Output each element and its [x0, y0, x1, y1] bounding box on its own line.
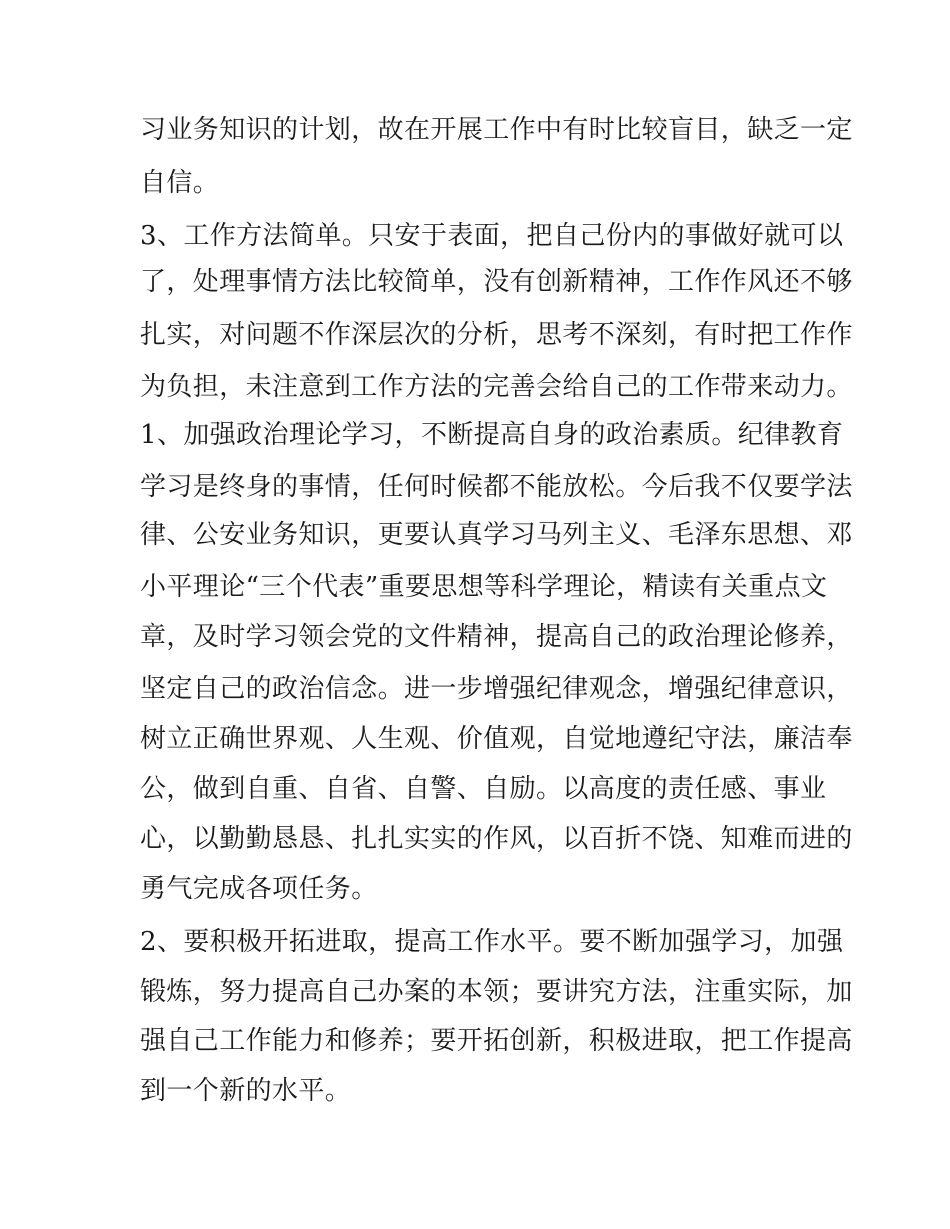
text-line: 勇气完成各项任务。 [140, 874, 378, 904]
text-line: 3、工作方法简单。只安于表面，把自己份内的事做好就可以 [140, 221, 844, 251]
text-line: 心，以勤勤恳恳、扎扎实实的作风，以百折不饶、知难而进的 [140, 824, 853, 854]
text-line: 1、加强政治理论学习，不断提高自身的政治素质。纪律教育 [140, 420, 844, 450]
text-line: 小平理论“三个代表”重要思想等科学理论，精读有关重点文 [140, 572, 828, 602]
text-line: 公，做到自重、自省、自警、自励。以高度的责任感、事业 [140, 774, 827, 804]
text-line: 律、公安业务知识，更要认真学习马列主义、毛泽东思想、邓 [140, 520, 853, 550]
text-line: 自信。 [140, 168, 220, 198]
text-line: 锻炼，努力提高自己办案的本领；要讲究方法，注重实际，加 [140, 977, 853, 1007]
text-line: 2、要积极开拓进取，提高工作水平。要不断加强学习，加强 [140, 927, 844, 957]
text-line: 为负担，未注意到工作方法的完善会给自己的工作带来动力。 [140, 372, 853, 402]
text-line: 了，处理事情方法比较简单，没有创新精神，工作作风还不够 [140, 267, 853, 297]
text-line: 习业务知识的计划，故在开展工作中有时比较盲目，缺乏一定 [140, 115, 853, 145]
text-line: 到一个新的水平。 [140, 1076, 352, 1106]
text-line: 树立正确世界观、人生观、价值观，自觉地遵纪守法，廉洁奉 [140, 724, 853, 754]
text-line: 坚定自己的政治信念。进一步增强纪律观念，增强纪律意识， [140, 674, 853, 704]
text-line: 扎实，对问题不作深层次的分析，思考不深刻，有时把工作作 [140, 320, 853, 350]
text-line: 强自己工作能力和修养；要开拓创新，积极进取，把工作提高 [140, 1026, 853, 1056]
text-line: 学习是终身的事情，任何时候都不能放松。今后我不仅要学法 [140, 472, 853, 502]
text-line: 章，及时学习领会党的文件精神，提高自己的政治理论修养， [140, 622, 853, 652]
